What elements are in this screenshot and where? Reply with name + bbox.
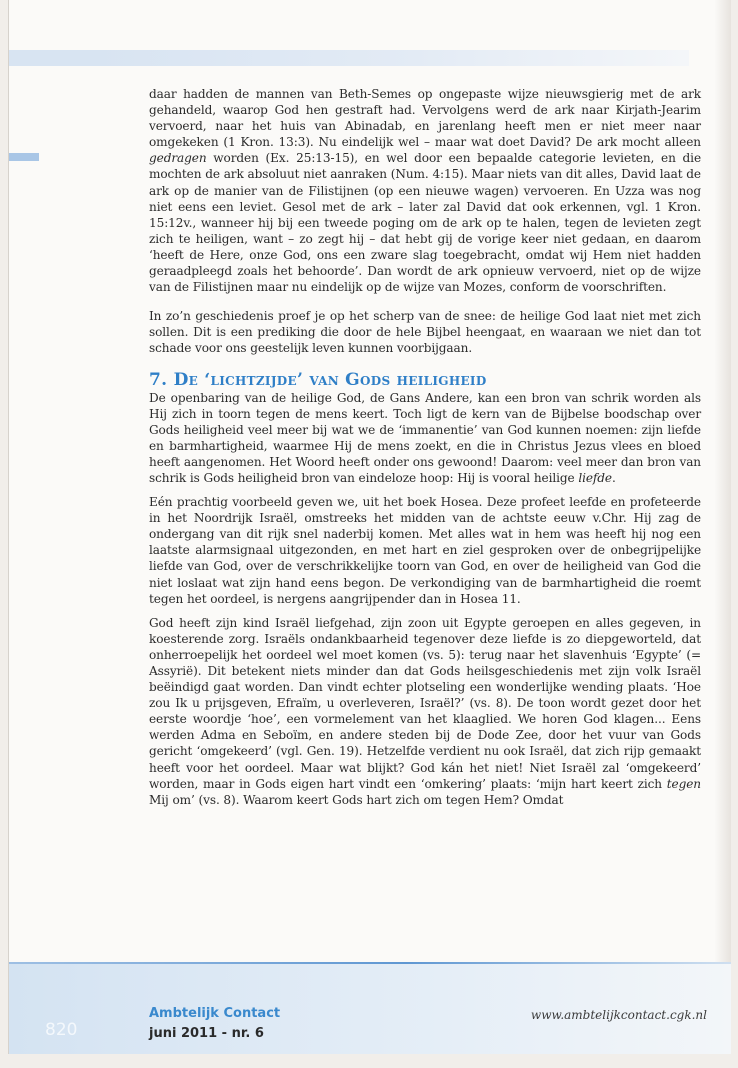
- emphasis: gedragen: [149, 151, 207, 166]
- emphasis: tegen: [666, 776, 701, 791]
- article-body: [149, 86, 701, 821]
- paragraph: God heeft zijn kind Israël liefgehad, zijn zoon uit Egypte geroepen en alles gegeven, in koesterende zorg. Israëls ondankbaarheid tegenover deze liefde is zo diepgeworteld, dat onherroepelijk het oordeel wel moet komen (vs. 5): terug naar het slavenhuis ‘Egypte’ (= Assyrië). Dit betekent niets minder dan dat Gods heilsgeschiedenis met zijn volk Israël beëindigd gaat worden. Dan vindt echter plotseling een wonderlijke wending plaats. ‘Hoe zou Ik u prijsgeven, Efraïm, u overleveren, Israël?’ (vs. 8). De toon wordt gezet door het eerste woordje ‘hoe’, een vormelement van het klaaglied. We horen God klagen... Eens werden Adma en Seboïm, en andere steden bij de Dode Zee, door het vuur van Gods gericht ‘omgekeerd’ (vgl. Gen. 19). Hetzelfde verdient nu ook Israël, dat zich rijp gemaakt heeft voor het oordeel. Maar wat blijkt? God kán het niet! Niet Israël zal ‘omgekeerd’ worden, maar in Gods eigen hart vindt een ‘omkering’ plaats: ‘mijn hart keert zich tegen Mij om’ (vs. 8). Waarom keert Gods hart zich om tegen Hem? Omdat: [149, 615, 701, 807]
- journal-name: Ambtelijk Contact: [149, 1006, 281, 1021]
- paragraph: Eén prachtig voorbeeld geven we, uit het boek Hosea. Deze profeet leefde en profeteerde in het Noordrijk Israël, omstreeks het midden van de achtste eeuw v.Chr. Hij zag de ondergang van dit rijk snel naderbij komen. Met alles wat in hem was heeft hij nog een laatste alarmsignaal uitgezonden, en met hart en ziel gesproken over de onbegrijpelijke liefde van God, over de verschrikkelijke toorn van God, en over de heiligheid van God die niet loslaat wat zijn hand eens begon. De verkondiging van de barmhartigheid die roemt tegen het oordeel, is nergens aangrijpender dan in Hosea 11.: [149, 495, 701, 606]
- document-page: [8, 0, 731, 1054]
- website-url: www.ambtelijkcontact.cgk.nl: [530, 1008, 707, 1022]
- issue-label: juni 2011 - nr. 6: [149, 1026, 264, 1041]
- paragraph: daar hadden de mannen van Beth-Semes op ongepaste wijze nieuwsgierig met de ark gehandeld, waarop God hen gestraft had. Vervolgens werd de ark naar Kirjath-Jearim vervoerd, naar het huis van Abinadab, en jarenlang heeft men er niet meer naar omgekeken (1 Kron. 13:3). Nu eindelijk wel – maar wat doet David? De ark mocht alleen gedragen worden (Ex. 25:13-15), en wel door een bepaalde categorie levieten, en die mochten de ark absoluut niet aanraken (Num. 4:15). Maar niets van dit alles, David laat de ark op de manier van de Filistijnen (op een nieuwe wagen) vervoeren. En Uzza was nog niet eens een leviet. Gesol met de ark – later zal David dat ook erkennen, vgl. 1 Kron. 15:12v., wanneer hij bij een tweede poging om de ark op te halen, tegen de levieten zegt zich te heiligen, want – zo zegt hij – dat hebt gij de vorige keer niet gedaan, en daarom ‘heeft de Here, onze God, ons een zware slag toegebracht, omdat wij Hem niet hadden geraadpleegd zoals het behoorde’. Dan wordt de ark opnieuw vervoerd, niet op de wijze van de Filistijnen maar nu eindelijk op de wijze van Mozes, conform de voorschriften.: [149, 87, 701, 295]
- emphasis: liefde: [578, 470, 612, 485]
- page-fold-shadow: [715, 0, 731, 1054]
- section-heading: 7. De ‘lichtzijde’ van Gods heiligheid: [149, 369, 487, 390]
- paragraph: De openbaring van de heilige God, de Gans Andere, kan een bron van schrik worden als Hij zich in toorn tegen de mens keert. Toch ligt de kern van de Bijbelse boodschap over Gods heiligheid veel meer bij wat we de ‘immanentie’ van God kunnen noemen: zijn liefde en barmhartigheid, waarmee Hij de mens zoekt, en die in Christus Jezus vlees en bloed heeft aangenomen. Het Woord heeft onder ons gewoond! Daarom: veel meer dan bron van schrik is Gods heiligheid bron van eindeloze hoop: Hij is vooral heilige liefde.: [149, 390, 701, 485]
- side-color-tab: [9, 153, 39, 161]
- header-color-band: [9, 50, 689, 66]
- page-number: 820: [45, 1020, 78, 1040]
- paragraph: In zo’n geschiedenis proef je op het scherp van de snee: de heilige God laat niet met zich sollen. Dit is een prediking die door de hele Bijbel heengaat, en waaraan we niet dan tot schade voor ons geestelijk leven kunnen voorbijgaan.: [149, 309, 701, 356]
